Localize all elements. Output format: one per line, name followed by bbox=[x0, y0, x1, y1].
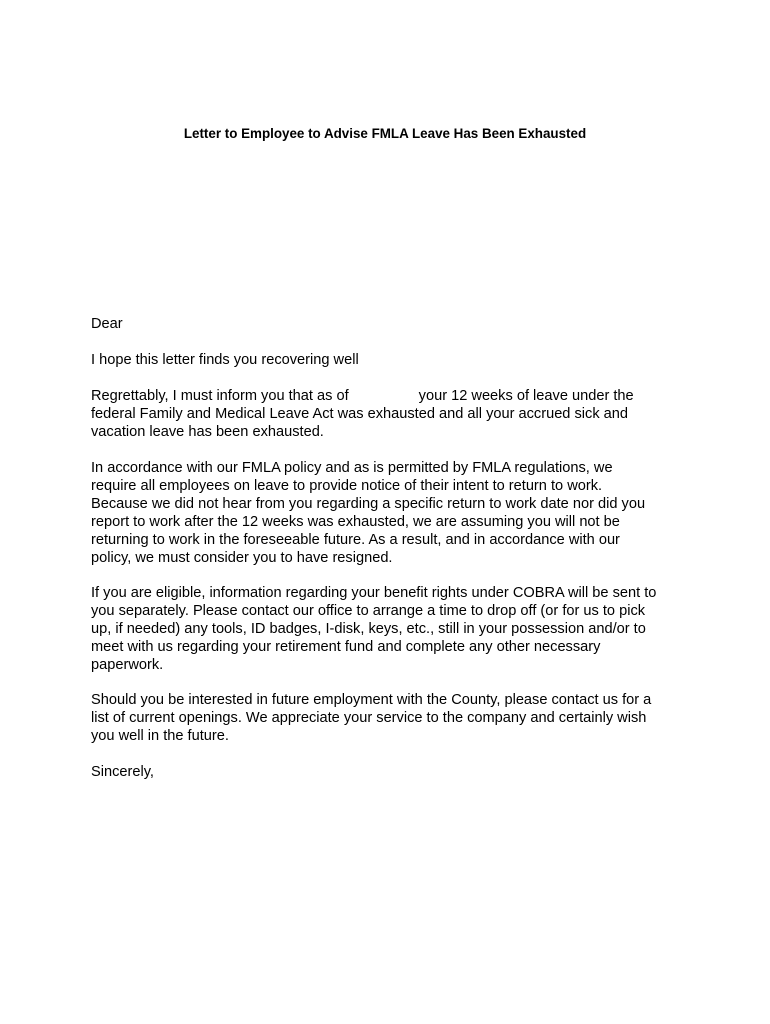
paragraph-line: you well in the future. bbox=[91, 728, 229, 744]
paragraph-line: vacation leave has been exhausted. bbox=[91, 424, 324, 440]
salutation bbox=[91, 315, 691, 333]
paragraph-line: require all employees on leave to provide notice of their intent to return to work. bbox=[91, 478, 603, 494]
leave-exhausted-paragraph bbox=[91, 387, 691, 441]
paragraph-line: policy, we must consider you to have resigned. bbox=[91, 550, 393, 566]
paragraph-line: you separately. Please contact our office to arrange a time to drop off (or for us to pick bbox=[91, 603, 646, 619]
paragraph-text-segment: your 12 weeks of leave under the bbox=[418, 388, 634, 404]
paragraph-line: Should you be interested in future employment with the County, please contact us for a bbox=[91, 692, 652, 708]
letter-title: Letter to Employee to Advise FMLA Leave Has Been Exhausted bbox=[183, 126, 587, 141]
paragraph-line: paperwork. bbox=[91, 657, 164, 673]
paragraph-line: If you are eligible, information regarding your benefit rights under COBRA will be sent to bbox=[91, 585, 657, 601]
closing-text: Sincerely, bbox=[91, 764, 154, 780]
paragraph-line: federal Family and Medical Leave Act was exhausted and all your accrued sick and bbox=[91, 406, 629, 422]
paragraph-line: meet with us regarding your retirement fund and complete any other necessary bbox=[91, 639, 601, 655]
paragraph-line: report to work after the 12 weeks was exhausted, we are assuming you will not be bbox=[91, 514, 620, 530]
intro-paragraph bbox=[91, 351, 691, 369]
fmla-policy-paragraph bbox=[91, 459, 691, 567]
paragraph-line: In accordance with our FMLA policy and as is permitted by FMLA regulations, we bbox=[91, 460, 613, 476]
salutation-text: Dear bbox=[91, 316, 123, 332]
future-employment-paragraph bbox=[91, 691, 691, 745]
paragraph-text-segment: Regrettably, I must inform you that as of bbox=[91, 388, 349, 404]
paragraph-line: returning to work in the foreseeable future. As a result, and in accordance with our bbox=[91, 532, 620, 548]
paragraph-line bbox=[91, 387, 691, 405]
closing bbox=[91, 763, 691, 781]
intro-text: I hope this letter finds you recovering well bbox=[91, 352, 359, 368]
paragraph-line: list of current openings. We appreciate your service to the company and certainly wish bbox=[91, 710, 647, 726]
paragraph-line: Because we did not hear from you regarding a specific return to work date nor did you bbox=[91, 496, 646, 512]
paragraph-line: up, if needed) any tools, ID badges, I-disk, keys, etc., still in your possession and/or to bbox=[91, 621, 646, 637]
cobra-paragraph bbox=[91, 584, 691, 674]
